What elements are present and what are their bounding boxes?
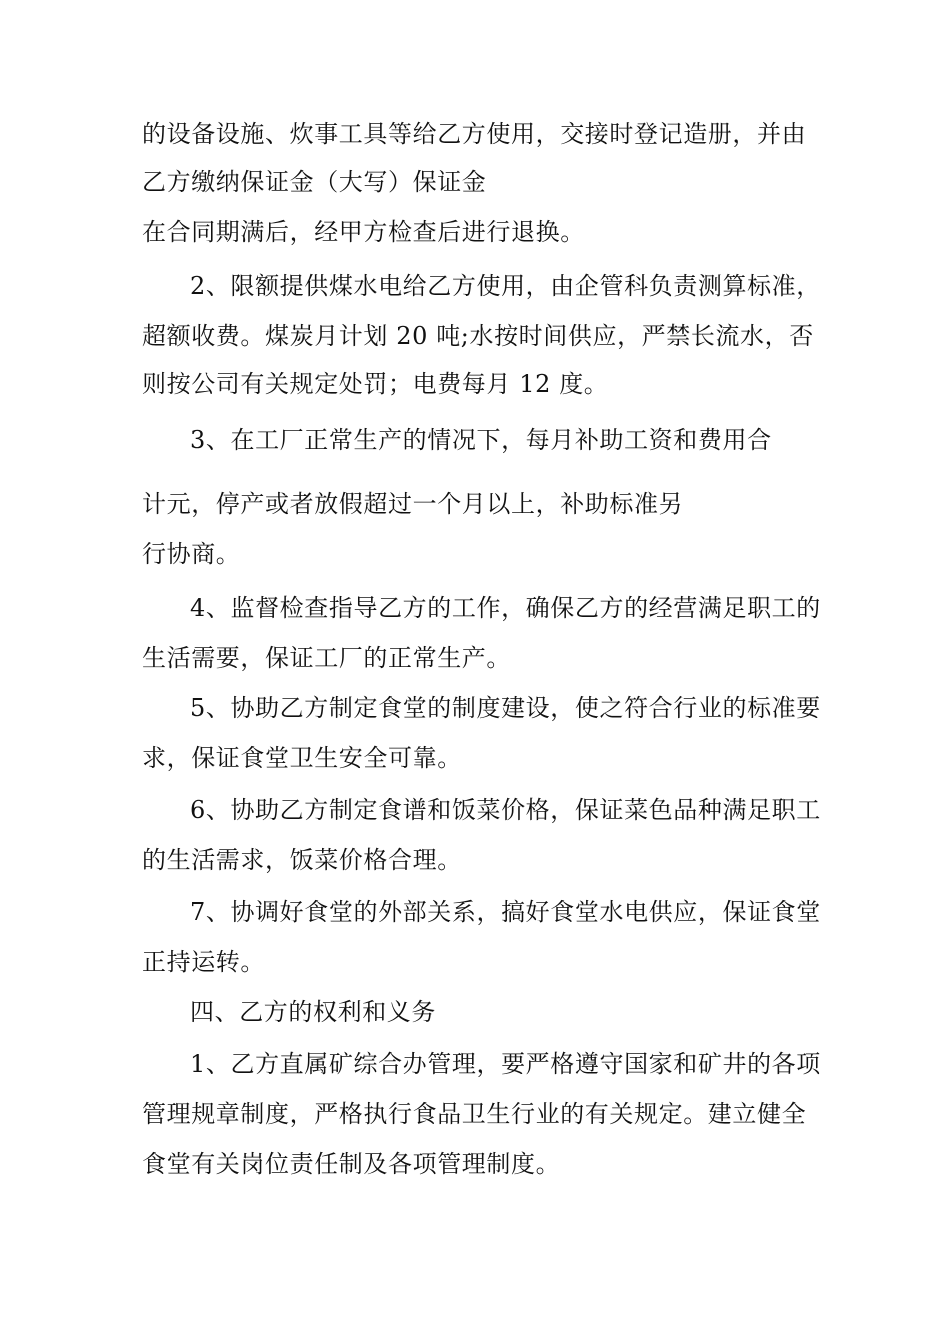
text-line-1: 的设备设施、炊事工具等给乙方使用，交接时登记造册，并由 [142, 120, 807, 148]
section-heading: 四、乙方的权利和义务 [190, 998, 436, 1026]
text-line-17: 正持运转。 [142, 948, 265, 976]
text-line-10: 4、监督检查指导乙方的工作，确保乙方的经营满足职工的 [190, 594, 821, 622]
text-line-12: 5、协助乙方制定食堂的制度建设，使之符合行业的标准要 [190, 694, 821, 722]
text-line-20: 管理规章制度，严格执行食品卫生行业的有关规定。建立健全 [142, 1100, 807, 1128]
text-line-9: 行协商。 [142, 540, 241, 568]
text-line-7: 3、在工厂正常生产的情况下，每月补助工资和费用合 [190, 426, 772, 454]
text-line-11: 生活需要，保证工厂的正常生产。 [142, 644, 511, 672]
text-line-3: 在合同期满后，经甲方检查后进行退换。 [142, 218, 585, 246]
text-line-15: 的生活需求，饭菜价格合理。 [142, 846, 462, 874]
text-line-21: 食堂有关岗位责任制及各项管理制度。 [142, 1150, 561, 1178]
text-line-8: 计元，停产或者放假超过一个月以上，补助标准另 [142, 490, 684, 518]
text-line-6: 则按公司有关规定处罚；电费每月 12 度。 [142, 370, 609, 398]
text-line-16: 7、协调好食堂的外部关系，搞好食堂水电供应，保证食堂 [190, 898, 821, 926]
text-line-13: 求，保证食堂卫生安全可靠。 [142, 744, 462, 772]
text-line-2: 乙方缴纳保证金（大写）保证金 [142, 168, 487, 196]
text-line-19: 1、乙方直属矿综合办管理，要严格遵守国家和矿井的各项 [190, 1050, 821, 1078]
text-line-4: 2、限额提供煤水电给乙方使用，由企管科负责测算标准， [190, 272, 821, 300]
text-line-14: 6、协助乙方制定食谱和饭菜价格，保证菜色品种满足职工 [190, 796, 821, 824]
text-line-5: 超额收费。煤炭月计划 20 吨;水按时间供应，严禁长流水，否 [142, 322, 814, 350]
